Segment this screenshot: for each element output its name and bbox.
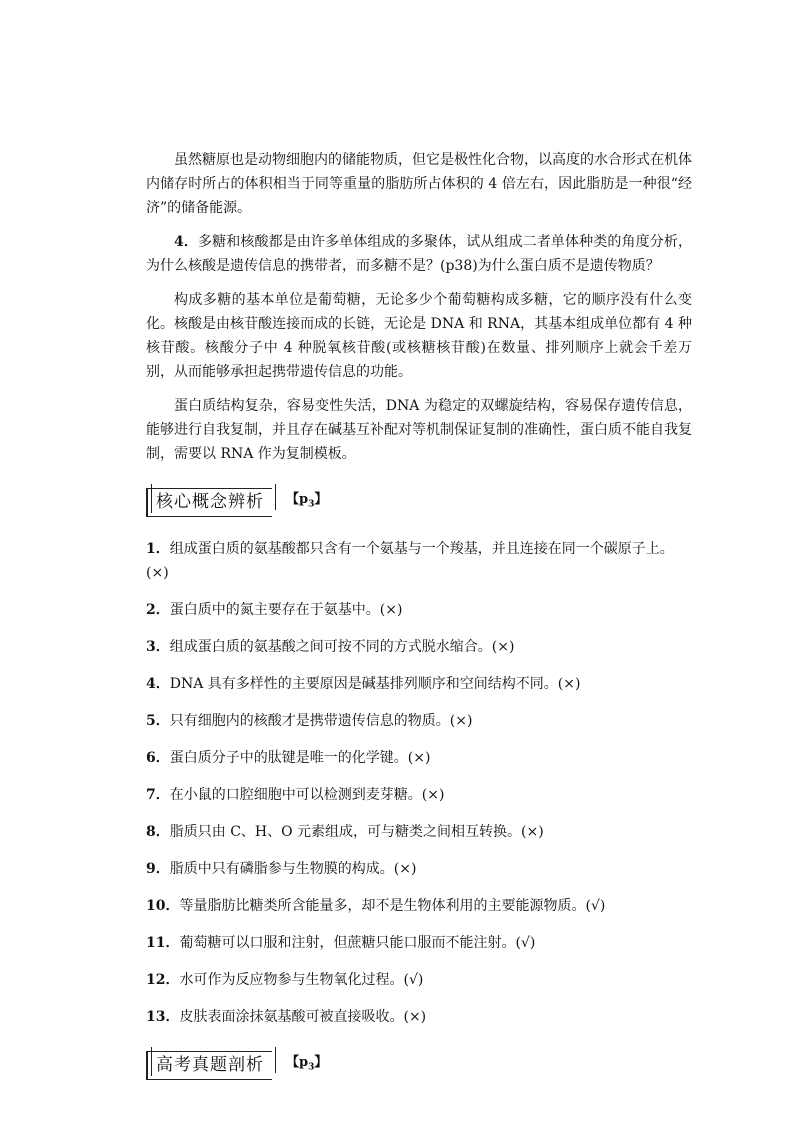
section-heading-core-concepts — [146, 488, 692, 517]
list-item: 7．在小鼠的口腔细胞中可以检测到麦芽糖。(×) — [146, 787, 445, 803]
section-title: 高考真题剖析 — [146, 1051, 272, 1080]
section-heading-exam-analysis — [146, 1051, 692, 1080]
list-item: 8．脂质只由 C、H、O 元素组成，可与糖类之间相互转换。(×) — [146, 824, 544, 840]
list-item: 2．蛋白质中的氮主要存在于氨基中。(×) — [146, 602, 403, 618]
question-4-number: 4． — [174, 234, 198, 250]
intro-paragraph: 虽然糖原也是动物细胞内的储能物质，但它是极性化合物，以高度的水合形式在机体内储存时所占的体积相当于同等重量的脂肪所占体积的 4 倍左右，因此脂肪是一种很“经济”的储备能源。 — [146, 152, 692, 216]
answer-paragraph-2: 蛋白质结构复杂，容易变性失活，DNA 为稳定的双螺旋结构，容易保存遗传信息，能够进行自我复制，并且存在碱基互补配对等机制保证复制的准确性，蛋白质不能自我复制，需要以 RNA 作为复制模板。 — [146, 398, 692, 462]
list-item: 6．蛋白质分子中的肽键是唯一的化学键。(×) — [146, 750, 431, 766]
statement-list — [146, 537, 692, 1029]
question-4-text: 多糖和核酸都是由许多单体组成的多聚体，试从组成二者单体种类的角度分析，为什么核酸是遗传信息的携带者，而多糖不是？(p38)为什么蛋白质不是遗传物质？ — [146, 234, 692, 274]
list-item: 12．水可作为反应物参与生物氧化过程。(√) — [146, 972, 424, 988]
list-item: 4．DNA 具有多样性的主要原因是碱基排列顺序和空间结构不同。(×) — [146, 676, 581, 692]
list-item: 3．组成蛋白质的氨基酸之间可按不同的方式脱水缩合。(×) — [146, 639, 515, 655]
document-page — [146, 148, 692, 1100]
list-item: 13．皮肤表面涂抹氨基酸可被直接吸收。(×) — [146, 1009, 427, 1025]
question-4 — [146, 230, 692, 278]
list-item: 10．等量脂肪比糖类所含能量多，却不是生物体利用的主要能源物质。(√) — [146, 898, 606, 914]
list-item: 11．葡萄糖可以口服和注射，但蔗糖只能口服而不能注射。(√) — [146, 935, 536, 951]
list-item: 1．组成蛋白质的氨基酸都只含有一个氨基与一个羧基，并且连接在同一个碳原子上。(×) — [146, 541, 674, 581]
page-reference: 【$p_3$】 — [286, 492, 328, 510]
page-reference: 【$p_3$】 — [286, 1055, 328, 1073]
list-item: 5．只有细胞内的核酸才是携带遗传信息的物质。(×) — [146, 713, 473, 729]
section-title: 核心概念辨析 — [146, 488, 272, 517]
list-item: 9．脂质中只有磷脂参与生物膜的构成。(×) — [146, 861, 417, 877]
answer-paragraph-1: 构成多糖的基本单位是葡萄糖，无论多少个葡萄糖构成多糖，它的顺序没有什么变化。核酸是由核苷酸连接而成的长链，无论是 DNA 和 RNA，其基本组成单位都有 4 种核苷酸。核酸分子中 4 种脱氧核苷酸(或核糖核苷酸)在数量、排列顺序上就会千差万别，从而能够承担起携带遗传信息的功能。 — [146, 292, 692, 380]
